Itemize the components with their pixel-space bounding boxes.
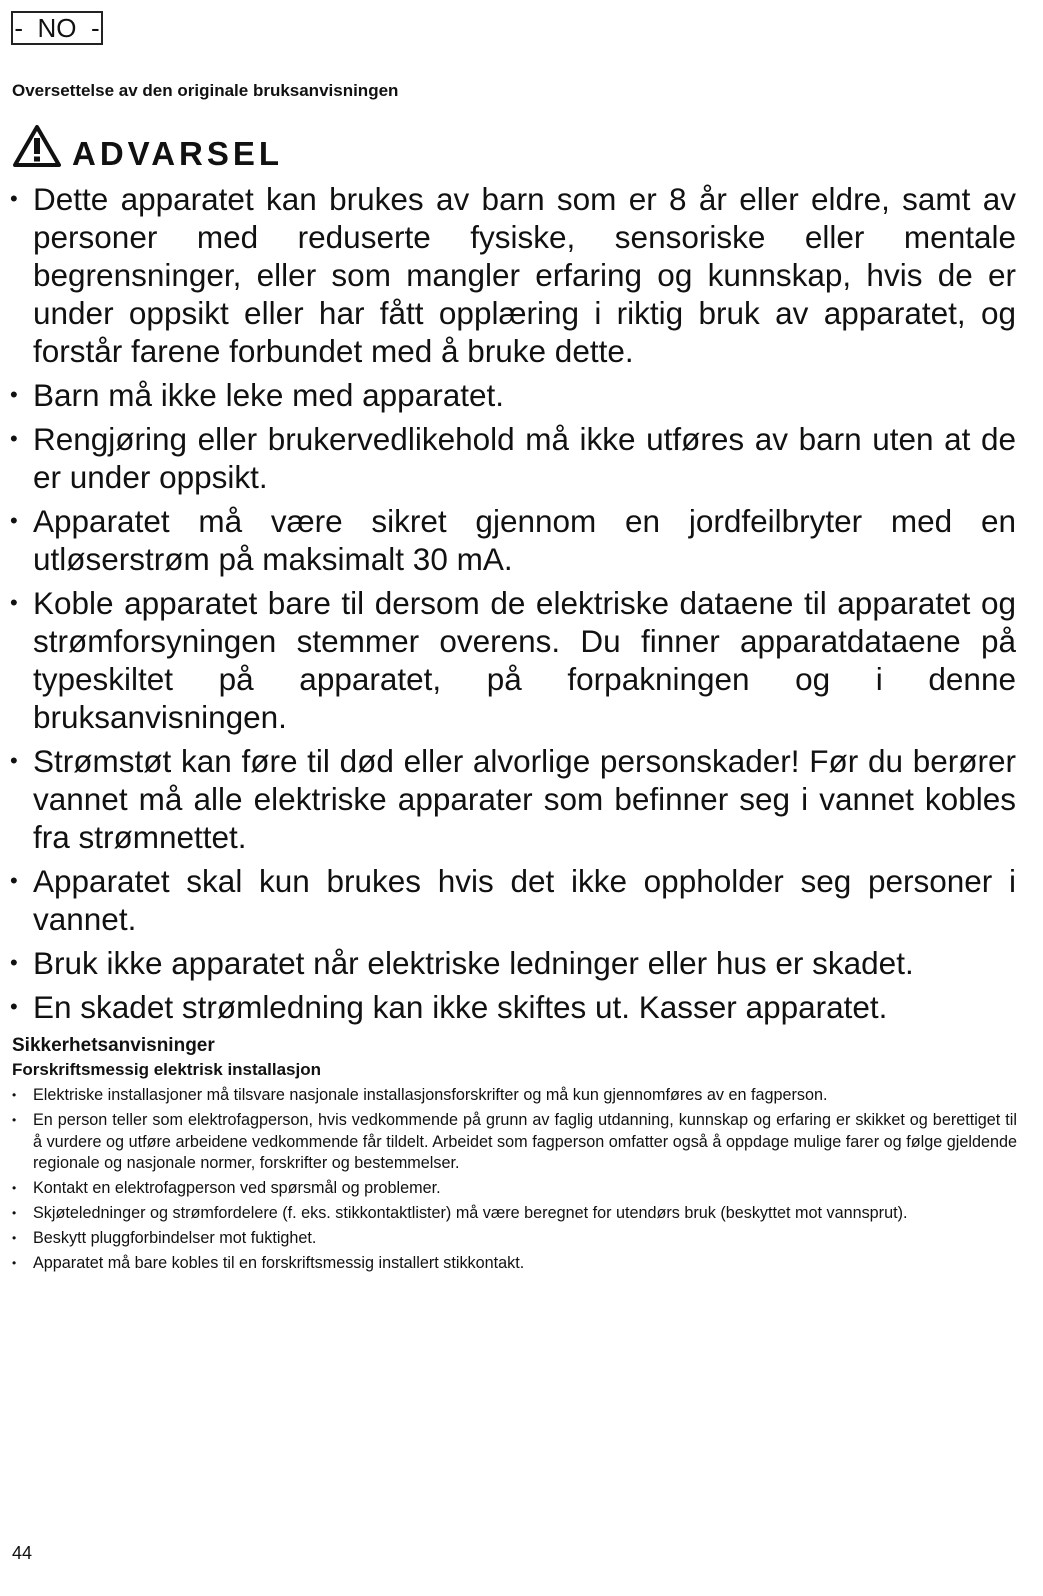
- bullet-icon: •: [12, 1113, 17, 1127]
- bullet-icon: •: [10, 994, 18, 1019]
- warning-title: ADVARSEL: [72, 135, 284, 172]
- bullet-icon: •: [12, 1206, 17, 1220]
- warning-triangle-icon: [12, 124, 62, 168]
- safety-list: [12, 1085, 1017, 1278]
- page-number: 44: [12, 1543, 33, 1563]
- safety-item: • En person teller som elektrofagperson, hvis vedkommende på grunn av faglig utdanning, kunnskap og erfaring er skikket og berettiget til å vurdere og utføre arbeidene vedkommende får tildelt. Arbeidet som fagperson omfatter også å oppdage mulige farer og følge gjeldende regionale og nasjonale normer, forskrifter og bestemmelser.: [12, 1111, 1017, 1172]
- warning-item: • Strømstøt kan føre til død eller alvorlige personskader! Før du berører vannet må alle elektriske apparater som befinner seg i vannet kobles fra strømnettet.: [10, 743, 1016, 855]
- safety-item: • Beskytt pluggforbindelser mot fuktighet.: [12, 1228, 1017, 1250]
- bullet-icon: •: [10, 382, 18, 407]
- warning-item: • Barn må ikke leke med apparatet.: [10, 377, 504, 413]
- bullet-icon: •: [10, 950, 18, 975]
- bullet-icon: •: [10, 748, 18, 773]
- document-subtitle: Oversettelse av den originale bruksanvisningen: [12, 81, 399, 100]
- safety-section-title: Sikkerhetsanvisninger: [12, 1035, 215, 1056]
- warning-item: • Dette apparatet kan brukes av barn som er 8 år eller eldre, samt av personer med reduserte fysiske, sensoriske eller mentale begrensninger, eller som mangler erfaring og kunnskap, hvis de er under oppsikt eller har fått opplæring i riktig bruk av apparatet, og forstår farene forbundet med å bruke dette.: [10, 181, 1016, 369]
- language-tag: - NO -: [11, 11, 103, 45]
- warning-item: • Apparatet skal kun brukes hvis det ikke oppholder seg personer i vannet.: [10, 863, 1016, 937]
- bullet-icon: •: [10, 426, 18, 451]
- bullet-icon: •: [12, 1181, 17, 1195]
- warning-item: • Koble apparatet bare til dersom de elektriske dataene til apparatet og strømforsyningen stemmer overens. Du finner apparatdataene på typeskiltet på apparatet, på forpakningen og i denne bruksanvisningen.: [10, 585, 1016, 735]
- bullet-icon: •: [10, 868, 18, 893]
- safety-item: • Apparatet må bare kobles til en forskriftsmessig installert stikkontakt.: [12, 1253, 1017, 1275]
- warning-header: [12, 124, 284, 172]
- safety-section-subtitle: Forskriftsmessig elektrisk installasjon: [12, 1060, 321, 1079]
- warning-item: • Apparatet må være sikret gjennom en jordfeilbryter med en utløserstrøm på maksimalt 30 mA.: [10, 503, 1016, 577]
- warning-list: [10, 180, 1016, 1032]
- bullet-icon: •: [12, 1088, 17, 1102]
- bullet-icon: •: [10, 508, 18, 533]
- bullet-icon: •: [10, 186, 18, 211]
- safety-item: • Kontakt en elektrofagperson ved spørsmål og problemer.: [12, 1178, 1017, 1200]
- bullet-icon: •: [12, 1231, 17, 1245]
- warning-item: • Rengjøring eller brukervedlikehold må ikke utføres av barn uten at de er under oppsikt.: [10, 421, 1016, 495]
- bullet-icon: •: [12, 1256, 17, 1270]
- safety-item: • Elektriske installasjoner må tilsvare nasjonale installasjonsforskrifter og må kun gjennomføres av en fagperson.: [12, 1085, 1017, 1107]
- warning-item: • Bruk ikke apparatet når elektriske ledninger eller hus er skadet.: [10, 945, 914, 981]
- bullet-icon: •: [10, 590, 18, 615]
- safety-item: • Skjøteledninger og strømfordelere (f. eks. stikkontaktlister) må være beregnet for utendørs bruk (beskyttet mot vannsprut).: [12, 1203, 1017, 1225]
- warning-item: • En skadet strømledning kan ikke skiftes ut. Kasser apparatet.: [10, 989, 888, 1025]
